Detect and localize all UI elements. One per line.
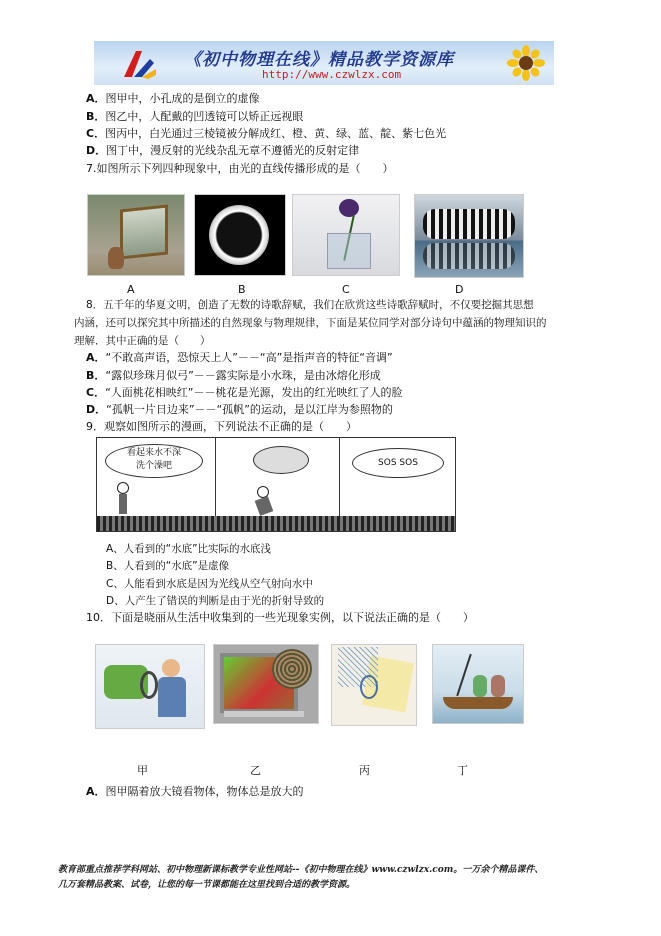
q9-option-d: D、人产生了错误的判断是由于光的折射导致的 [106, 595, 325, 607]
q9-option-b: B、人看到的“水底”是虚像 [106, 560, 230, 572]
header-banner [94, 41, 554, 85]
q6-option-d: D．图丁中，漫反射的光线杂乱无章不遵循光的反射定律 [86, 144, 360, 157]
q8-option-d: D．“孤帆一片日边来”－－“孤帆”的运动，是以江岸为参照物的 [86, 403, 393, 416]
q9-option-a: A、人看到的“水底”比实际的水底浅 [106, 543, 272, 555]
q8-option-b: B．“露似珍珠月似弓”－－露实际是小水珠，是由冰熔化形成 [86, 369, 381, 382]
q7-label-c: C [342, 283, 350, 296]
footer-line2: 几万套精品教案、试卷，让您的每一节课都能在这里找到合适的教学资源。 [58, 880, 356, 890]
q7-label-d: D [455, 283, 464, 296]
q10-stem: 10．下面是晓丽从生活中收集到的一些光现象实例，以下说法正确的是（ ） [86, 611, 474, 624]
q7-label-a: A [127, 283, 135, 296]
site-title: 《初中物理在线》精品教学资源库 [184, 50, 454, 70]
q10-image-jia-magnifier [95, 644, 205, 729]
q6-option-b: B．图乙中，人配戴的凹透镜可以矫正远视眼 [86, 110, 304, 123]
q9-stem: 9．观察如图所示的漫画，下列说法不正确的是（ ） [86, 420, 357, 433]
q7-image-c-flower-in-water [292, 194, 400, 276]
q6-option-a: A．图甲中，小孔成的是倒立的虚像 [86, 92, 260, 105]
q10-label-jia: 甲 [137, 764, 148, 777]
site-url[interactable]: http://www.czwlzx.com [262, 68, 402, 81]
q10-image-bing-lens [331, 644, 417, 726]
q9-option-c: C、人能看到水底是因为光线从空气射向水中 [106, 578, 313, 590]
sunflower-icon [506, 45, 546, 81]
q7-stem: 7.如图所示下列四种现象中，由光的直线传播形成的是（ ） [86, 162, 394, 175]
q8-stem-line1: 8．五千年的华夏文明，创造了无数的诗歌辞赋，我们在欣赏这些诗歌辞赋时，不仅要挖掘其思想 [86, 299, 534, 311]
footer-line1: 教育部重点推荐学科网站、初中物理新课标教学专业性网站--《初中物理在线》www.czwlzx.com。一万余个精品课件、 [58, 865, 544, 875]
q10-image-ding-fishing [432, 644, 524, 724]
q10-option-a: A．图甲隔着放大镜看物体，物体总是放大的 [86, 785, 304, 798]
q10-image-yi-tv-screen [213, 644, 319, 724]
q9-comic [96, 437, 456, 532]
q7-image-b-eclipse [194, 194, 286, 276]
q10-label-yi: 乙 [250, 764, 261, 777]
q8-option-a: A．“不敢高声语，恐惊天上人”－－“高”是指声音的特征“音调” [86, 351, 393, 364]
q7-image-d-zebra-reflection [414, 194, 524, 278]
site-logo-icon [120, 47, 158, 81]
q9-speech-bubble: 看起来水不深 洗个澡吧 [105, 444, 203, 478]
q10-label-bing: 丙 [359, 764, 370, 777]
q8-stem-line3: 理解．其中正确的是（ ） [74, 335, 211, 347]
q10-label-ding: 丁 [457, 764, 468, 777]
q8-stem-line2: 内涵，还可以探究其中所描述的自然现象与物理规律，下面是某位同学对部分诗句中蕴涵的物理知识的 [74, 317, 547, 329]
q9-sos-bubble: SOS SOS [352, 448, 444, 478]
q8-option-c: C．“人面桃花相映红”－－桃花是光源，发出的红光映红了人的脸 [86, 386, 403, 399]
q6-option-c: C．图丙中，白光通过三棱镜被分解成红、橙、黄、绿、蓝、靛、紫七色光 [86, 127, 447, 140]
q7-label-b: B [238, 283, 246, 296]
q7-image-a-mirror [87, 194, 185, 276]
